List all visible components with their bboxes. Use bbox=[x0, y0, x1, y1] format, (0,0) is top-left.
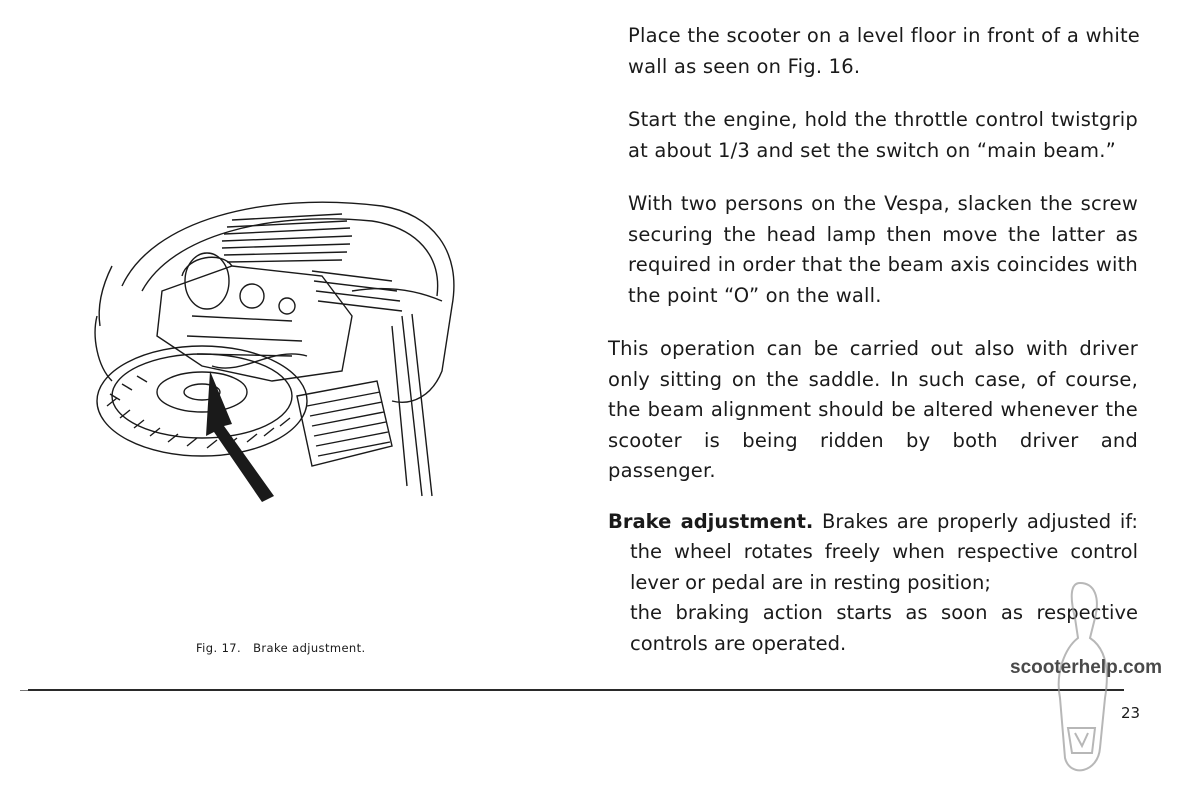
brake-heading: Brake adjustment. bbox=[608, 510, 814, 533]
figure-number: Fig. 17. bbox=[196, 641, 242, 655]
paragraph-level-floor: Place the scooter on a level floor in front of a white wall as seen on Fig. 16. bbox=[628, 24, 1140, 78]
paragraph-headlamp-adjust: With two persons on the Vespa, slacken the screw securing the head lamp then move the latter as required in order that the beam axis coincides with the point “O” on the wall. bbox=[628, 192, 1138, 307]
paragraph-driver-only: This operation can be carried out also with driver only sitting on the saddle. In such case, of course, the beam alignment should be altered whenever the scooter is being ridden by both driver and passenger. bbox=[608, 337, 1138, 482]
watermark-text: scooterhelp.com bbox=[1010, 657, 1163, 678]
footer-rule bbox=[28, 689, 1124, 691]
figure-caption bbox=[196, 641, 366, 655]
brake-illustration bbox=[92, 196, 462, 530]
paragraph-start-engine: Start the engine, hold the throttle control twistgrip at about 1/3 and set the switch on “main beam.” bbox=[628, 108, 1138, 162]
brake-condition-2: the braking action starts as soon as respective controls are operated. bbox=[630, 601, 1138, 655]
brake-condition-1: the wheel rotates freely when respective control lever or pedal are in resting position; bbox=[630, 540, 1138, 594]
figure-caption-text: Brake adjustment. bbox=[253, 641, 366, 655]
vespa-watermark-icon bbox=[1040, 578, 1130, 792]
brake-section-intro bbox=[608, 507, 1138, 538]
brake-intro-text: Brakes are properly adjusted if: bbox=[822, 510, 1138, 533]
page-number: 23 bbox=[1121, 704, 1141, 722]
